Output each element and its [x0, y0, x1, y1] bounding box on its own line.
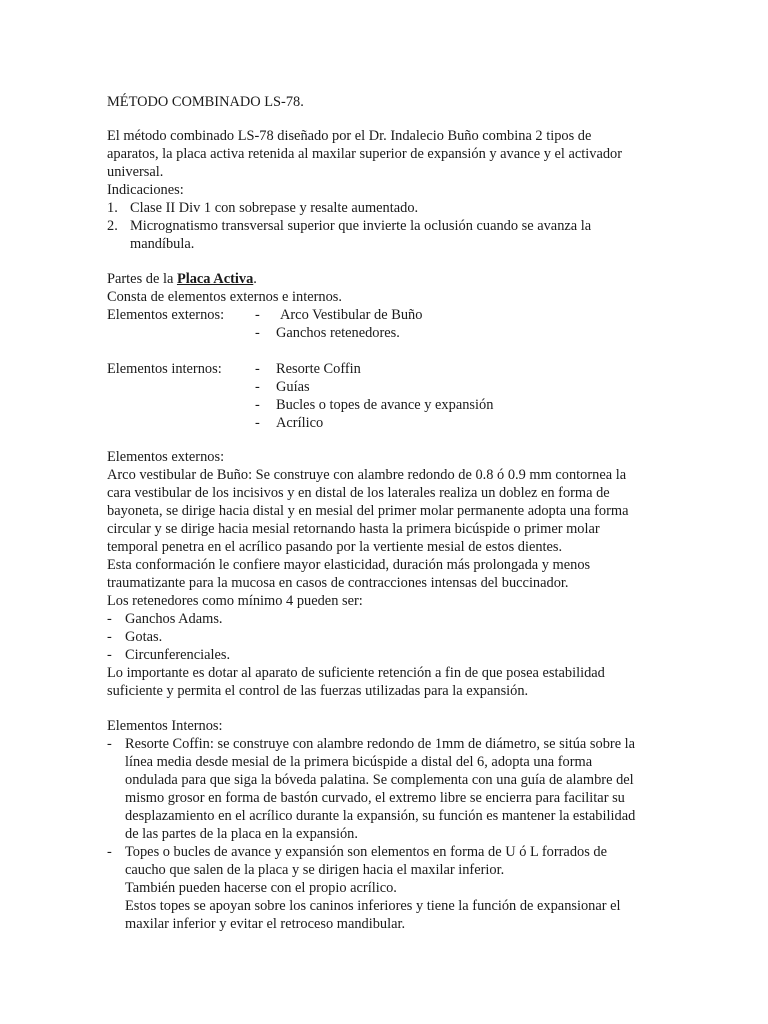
externos-item: Ganchos retenedores.: [276, 325, 400, 341]
externos-paragraph-line: Esta conformación le confiere mayor elasticidad, duración más prolongada y menos: [107, 557, 591, 573]
list-dash: -: [255, 325, 260, 341]
internos-item: Resorte Coffin: [276, 361, 361, 377]
externos-paragraph-line: bayoneta, se dirige hacia distal y en mesial del primer molar permanente adopta una forma: [107, 503, 629, 519]
retenedor-item: Circunferenciales.: [125, 647, 231, 663]
intro-line: El método combinado LS-78 diseñado por el Dr. Indalecio Buño combina 2 tipos de: [107, 128, 592, 144]
internos-label: Elementos internos:: [107, 361, 222, 377]
retenedor-item: Ganchos Adams.: [125, 611, 223, 627]
list-dash: -: [107, 611, 112, 627]
internos-item-line: Topes o bucles de avance y expansión son elementos en forma de U ó L forrados de: [125, 844, 607, 860]
externos-item: Arco Vestibular de Buño: [280, 307, 423, 323]
internos-item: Bucles o topes de avance y expansión: [276, 397, 494, 413]
internos-item-line: caucho que salen de la placa y se dirigen hacia el maxilar inferior.: [125, 862, 505, 878]
list-item-text: Clase II Div 1 con sobrepase y resalte aumentado.: [130, 200, 419, 216]
internos-item-line: de las partes de la placa en la expansión.: [125, 826, 358, 842]
internos-item-line: mismo grosor en forma de bastón curvado, el extremo libre se encierra para facilitar su: [125, 790, 625, 806]
list-dash: -: [107, 736, 112, 752]
internos-item-line: ondulada para que siga la bóveda palatina. Se complementa con una guía de alambre del: [125, 772, 634, 788]
partes-suffix: .: [253, 271, 257, 287]
internos-section-heading: Elementos Internos:: [107, 718, 223, 734]
externos-paragraph-line: cara vestibular de los incisivos y en distal de los laterales realiza un doblez en forma de: [107, 485, 610, 501]
list-dash: -: [107, 629, 112, 645]
closing-line: suficiente y permita el control de las fuerzas utilizadas para la expansión.: [107, 683, 529, 699]
document-title: MÉTODO COMBINADO LS-78.: [107, 94, 304, 110]
list-number: 1.: [107, 200, 118, 216]
list-item-text: Micrognatismo transversal superior que invierte la oclusión cuando se avanza la: [130, 218, 592, 234]
list-dash: -: [107, 844, 112, 860]
list-dash: -: [255, 415, 260, 431]
internos-item-line: También pueden hacerse con el propio acrílico.: [125, 880, 397, 896]
partes-heading: [107, 271, 257, 289]
externos-paragraph-line: temporal penetra en el acrílico pasando por la vertiente mesial de estos dientes.: [107, 539, 563, 555]
internos-item-line: Estos topes se apoyan sobre los caninos inferiores y tiene la función de expansionar el: [125, 898, 621, 914]
list-number: 2.: [107, 218, 118, 234]
list-dash: -: [255, 379, 260, 395]
retenedor-item: Gotas.: [125, 629, 163, 645]
externos-paragraph-line: Los retenedores como mínimo 4 pueden ser:: [107, 593, 363, 609]
internos-item-line: Resorte Coffin: se construye con alambre redondo de 1mm de diámetro, se sitúa sobre la: [125, 736, 636, 752]
placa-activa-emphasis: Placa Activa: [176, 271, 254, 287]
closing-line: Lo importante es dotar al aparato de suficiente retención a fin de que posea estabilidad: [107, 665, 605, 681]
list-item-text: mandíbula.: [130, 236, 195, 252]
externos-section-heading: Elementos externos:: [107, 449, 225, 465]
consta-text: Consta de elementos externos e internos.: [107, 289, 342, 305]
intro-line: universal.: [107, 164, 164, 180]
externos-paragraph-line: Arco vestibular de Buño: Se construye con alambre redondo de 0.8 ó 0.9 mm contornea la: [107, 467, 627, 483]
internos-item-line: desplazamiento en el acrílico durante la expansión, su función es mantener la estabilidad: [125, 808, 636, 824]
internos-item: Guías: [276, 379, 310, 395]
partes-prefix: Partes de la: [107, 271, 177, 287]
list-dash: -: [255, 397, 260, 413]
intro-line: aparatos, la placa activa retenida al maxilar superior de expansión y avance y el activador: [107, 146, 623, 162]
internos-item: Acrílico: [276, 415, 324, 431]
list-dash: -: [255, 307, 260, 323]
internos-item-line: línea media desde mesial de la primera bicúspide a distal del 6, adopta una forma: [125, 754, 593, 770]
indicaciones-heading: Indicaciones:: [107, 182, 184, 198]
list-dash: -: [255, 361, 260, 377]
externos-label: Elementos externos:: [107, 307, 225, 323]
internos-item-line: maxilar inferior y evitar el retroceso mandibular.: [125, 916, 406, 932]
list-dash: -: [107, 647, 112, 663]
externos-paragraph-line: circular y se dirige hacia mesial retornando hasta la primera bicúspide o primer molar: [107, 521, 600, 537]
externos-paragraph-line: traumatizante para la mucosa en casos de contracciones intensas del buccinador.: [107, 575, 569, 591]
